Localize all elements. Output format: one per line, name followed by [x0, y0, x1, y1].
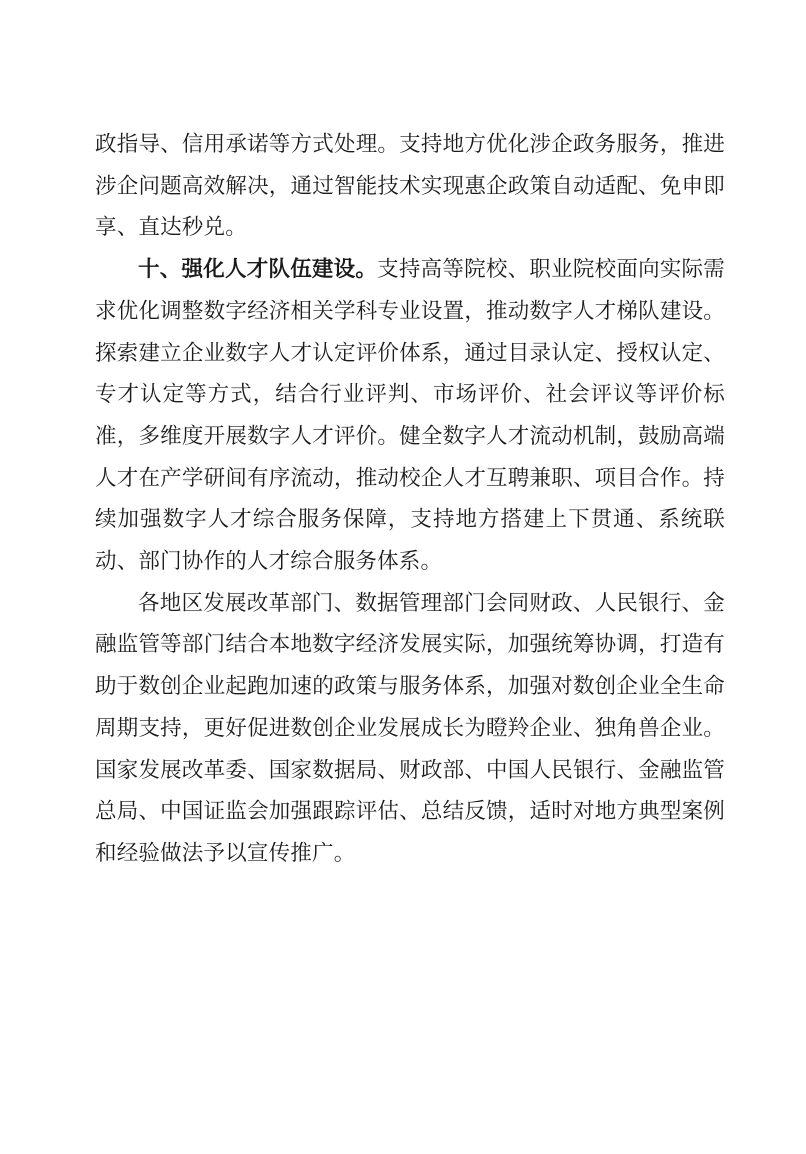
paragraph-implementation: [95, 583, 725, 875]
paragraph-text: 支持高等院校、职业院校面向实际需求优化调整数字经济相关学科专业设置，推动数字人才梯队建设。探索建立企业数字人才认定评价体系，通过目录认定、授权认定、专才认定等方式，结合行业评判、市场评价、社会评议等评价标准，多维度开展数字人才评价。健全数字人才流动机制，鼓励高端人才在产学研间有序流动，推动校企人才互聘兼职、项目合作。持续加强数字人才综合服务保障，支持地方搭建上下贯通、系统联动、部门协作的人才综合服务体系。: [95, 257, 726, 574]
section-heading: 十、强化人才队伍建设。: [138, 257, 378, 282]
paragraph-continuation: [95, 124, 725, 249]
paragraph-section-ten: [95, 249, 725, 583]
document-body: [95, 124, 725, 875]
paragraph-text: 各地区发展改革部门、数据管理部门会同财政、人民银行、金融监管等部门结合本地数字经济发展实际，加强统筹协调，打造有助于数创企业起跑加速的政策与服务体系，加强对数创企业全生命周期支持，更好促进数创企业发展成长为瞪羚企业、独角兽企业。国家发展改革委、国家数据局、财政部、中国人民银行、金融监管总局、中国证监会加强跟踪评估、总结反馈，适时对地方典型案例和经验做法予以宣传推广。: [95, 590, 725, 865]
paragraph-text: 政指导、信用承诺等方式处理。支持地方优化涉企政务服务，推进涉企问题高效解决，通过智能技术实现惠企政策自动适配、免申即享、直达秒兑。: [95, 132, 725, 240]
